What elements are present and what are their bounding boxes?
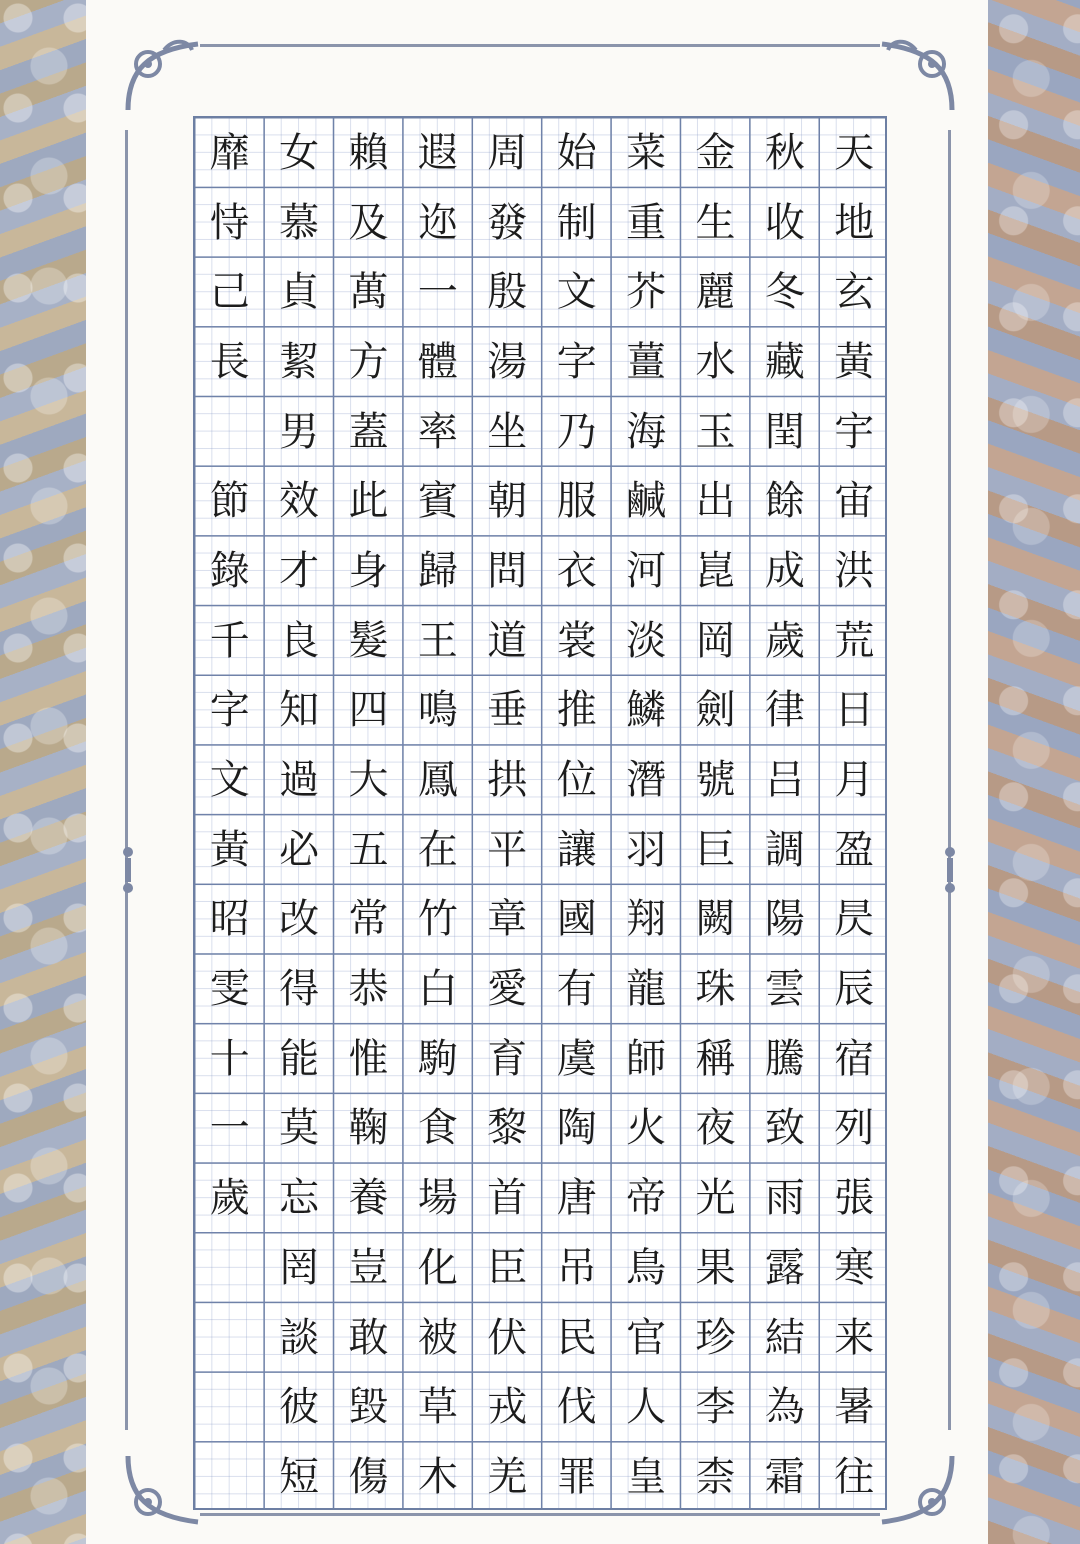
grid-cell: 竹 [417, 896, 458, 943]
grid-cell: 師 [626, 1035, 667, 1082]
grid-cell: 羌 [487, 1453, 528, 1500]
grid-cell: 傷 [348, 1453, 389, 1500]
grid-cell: 閏 [764, 408, 805, 455]
grid-cell: 鳥 [626, 1244, 667, 1291]
grid-cell: 四 [348, 687, 389, 734]
grid-cell: 伐 [556, 1384, 597, 1431]
grid-cell: 人 [626, 1384, 667, 1431]
grid-cell: 蓋 [348, 408, 389, 455]
grid-cell: 才 [279, 547, 320, 594]
grid-cell: 文 [209, 757, 250, 804]
grid-cell: 藏 [764, 338, 805, 385]
grid-cell: 月 [834, 757, 875, 804]
frame-top-line [200, 44, 880, 47]
grid-cell: 崑 [695, 547, 736, 594]
grid-cell: 垂 [487, 687, 528, 734]
grid-cell: 鞠 [348, 1105, 389, 1152]
grid-cell: 錄 [209, 547, 250, 594]
grid-cell: 黃 [834, 338, 875, 385]
grid-cell: 知 [279, 687, 320, 734]
side-ornament-right [936, 840, 964, 900]
grid-cell: 鹹 [626, 478, 667, 525]
grid-cell: 致 [764, 1105, 805, 1152]
grid-cell: 黎 [487, 1105, 528, 1152]
grid-cell: 毀 [348, 1384, 389, 1431]
grid-cell: 十 [209, 1035, 250, 1082]
grid-cell: 恃 [209, 199, 250, 246]
grid-cell: 張 [834, 1175, 875, 1222]
grid-cell: 場 [417, 1175, 458, 1222]
grid-cell: 莫 [279, 1105, 320, 1152]
grid-cell: 菜 [626, 129, 667, 176]
grid-cell: 河 [626, 547, 667, 594]
grid-cell: 淡 [626, 617, 667, 664]
grid-cell: 騰 [764, 1035, 805, 1082]
grid-cell [195, 397, 264, 467]
grid-cell: 水 [695, 338, 736, 385]
grid-cell: 唐 [556, 1175, 597, 1222]
grid-cell: 荒 [834, 617, 875, 664]
grid-cell: 一 [417, 269, 458, 316]
grid-cell: 罪 [556, 1453, 597, 1500]
grid-cell: 宿 [834, 1035, 875, 1082]
grid-cell: 麗 [695, 269, 736, 316]
grid-cell: 雨 [764, 1175, 805, 1222]
grid-cell [195, 1372, 264, 1442]
grid-cell: 暑 [834, 1384, 875, 1431]
grid-cell: 霜 [764, 1453, 805, 1500]
grid-cell: 一 [209, 1105, 250, 1152]
grid-cell: 拱 [487, 757, 528, 804]
grid-cell: 伏 [487, 1314, 528, 1361]
grid-cell: 陶 [556, 1105, 597, 1152]
grid-cell: 萬 [348, 269, 389, 316]
grid-cell: 柰 [695, 1453, 736, 1500]
grid-cell: 王 [417, 617, 458, 664]
grid-cell: 寒 [834, 1244, 875, 1291]
grid-cell: 龍 [626, 966, 667, 1013]
grid-cell: 賓 [417, 478, 458, 525]
grid-cell: 夜 [695, 1105, 736, 1152]
grid-cell: 鳴 [417, 687, 458, 734]
grid-cell: 長 [209, 338, 250, 385]
grid-cell: 草 [417, 1384, 458, 1431]
grid-cell: 光 [695, 1175, 736, 1222]
grid-cell: 靡 [209, 129, 250, 176]
grid-cell: 戎 [487, 1384, 528, 1431]
grid-cell: 殷 [487, 269, 528, 316]
grid-cell: 乃 [556, 408, 597, 455]
side-ornament-left [114, 840, 142, 900]
grid-cell: 良 [279, 617, 320, 664]
grid-cell: 貞 [279, 269, 320, 316]
grid-cell: 敢 [348, 1314, 389, 1361]
grid-cell: 被 [417, 1314, 458, 1361]
grid-cell: 往 [834, 1453, 875, 1500]
grid-cell: 民 [556, 1314, 597, 1361]
grid-cell: 歲 [764, 617, 805, 664]
grid-cell: 賴 [348, 129, 389, 176]
grid-cell: 律 [764, 687, 805, 734]
grid-cell: 能 [279, 1035, 320, 1082]
decorative-border-right [988, 0, 1080, 1544]
frame-bottom-line [200, 1513, 880, 1516]
grid-cell: 果 [695, 1244, 736, 1291]
corner-ornament-top-left [118, 30, 208, 120]
grid-cell: 為 [764, 1384, 805, 1431]
calligraphy-grid [193, 116, 887, 1510]
frame-left-line [125, 130, 128, 1430]
grid-cell: 昭 [209, 896, 250, 943]
grid-column-10 [195, 118, 264, 1512]
grid-cell: 辰 [834, 966, 875, 1013]
grid-cell: 調 [764, 826, 805, 873]
grid-cell: 養 [348, 1175, 389, 1222]
grid-cell: 吕 [764, 757, 805, 804]
grid-cell: 劍 [695, 687, 736, 734]
grid-cell: 芥 [626, 269, 667, 316]
grid-cell: 陽 [764, 896, 805, 943]
grid-cell: 字 [556, 338, 597, 385]
frame-right-line [948, 130, 951, 1430]
grid-cell: 盈 [834, 826, 875, 873]
grid-cell: 平 [487, 826, 528, 873]
grid-cell: 章 [487, 896, 528, 943]
grid-cell: 餘 [764, 478, 805, 525]
grid-cell: 宙 [834, 478, 875, 525]
grid-cell: 日 [834, 687, 875, 734]
grid-cell: 裳 [556, 617, 597, 664]
grid-cell: 髮 [348, 617, 389, 664]
grid-column-1 [820, 118, 889, 1512]
grid-column-9 [264, 118, 333, 1512]
grid-cell: 在 [417, 826, 458, 873]
grid-cell: 絜 [279, 338, 320, 385]
grid-cell: 李 [695, 1384, 736, 1431]
grid-cell: 雲 [764, 966, 805, 1013]
grid-column-6 [473, 118, 542, 1512]
grid-column-3 [681, 118, 750, 1512]
grid-cell: 恭 [348, 966, 389, 1013]
grid-cell: 帝 [626, 1175, 667, 1222]
grid-cell: 朝 [487, 478, 528, 525]
grid-cell: 翔 [626, 896, 667, 943]
grid-cell [195, 1303, 264, 1373]
grid-cell: 始 [556, 129, 597, 176]
grid-cell: 推 [556, 687, 597, 734]
grid-cell: 秋 [764, 129, 805, 176]
grid-cell: 黃 [209, 826, 250, 873]
grid-cell: 讓 [556, 826, 597, 873]
grid-cell: 玄 [834, 269, 875, 316]
grid-column-5 [542, 118, 611, 1512]
grid-cell: 雯 [209, 966, 250, 1013]
grid-cell: 育 [487, 1035, 528, 1082]
grid-cell: 臣 [487, 1244, 528, 1291]
grid-cell: 歸 [417, 547, 458, 594]
grid-cell: 體 [417, 338, 458, 385]
grid-column-4 [611, 118, 680, 1512]
grid-cell: 湯 [487, 338, 528, 385]
grid-column-2 [750, 118, 819, 1512]
grid-cell: 重 [626, 199, 667, 246]
grid-cell: 千 [209, 617, 250, 664]
grid-cell: 生 [695, 199, 736, 246]
grid-cell: 来 [834, 1314, 875, 1361]
grid-cell: 金 [695, 129, 736, 176]
grid-cell: 豈 [348, 1244, 389, 1291]
grid-cell: 駒 [417, 1035, 458, 1082]
grid-cell: 己 [209, 269, 250, 316]
grid-cell: 歲 [209, 1175, 250, 1222]
grid-cell [195, 1233, 264, 1303]
grid-cell [195, 1442, 264, 1512]
grid-cell: 地 [834, 199, 875, 246]
grid-cell: 迩 [417, 199, 458, 246]
grid-cell: 食 [417, 1105, 458, 1152]
grid-cell: 吊 [556, 1244, 597, 1291]
grid-cell: 得 [279, 966, 320, 1013]
grid-cell: 岡 [695, 617, 736, 664]
grid-cell: 常 [348, 896, 389, 943]
grid-cell: 服 [556, 478, 597, 525]
grid-cell: 國 [556, 896, 597, 943]
grid-cell: 露 [764, 1244, 805, 1291]
grid-cell: 薑 [626, 338, 667, 385]
grid-cell: 忘 [279, 1175, 320, 1222]
grid-cell: 木 [417, 1453, 458, 1500]
grid-cell: 鳳 [417, 757, 458, 804]
grid-cell: 位 [556, 757, 597, 804]
grid-cell: 潛 [626, 757, 667, 804]
grid-cell: 率 [417, 408, 458, 455]
grid-cell: 虞 [556, 1035, 597, 1082]
grid-cell: 結 [764, 1314, 805, 1361]
grid-cell: 有 [556, 966, 597, 1013]
grid-cell: 短 [279, 1453, 320, 1500]
grid-cell: 惟 [348, 1035, 389, 1082]
grid-cell: 身 [348, 547, 389, 594]
corner-ornament-top-right [872, 30, 962, 120]
grid-cell: 罔 [279, 1244, 320, 1291]
decorative-border-left [0, 0, 86, 1544]
grid-cell: 必 [279, 826, 320, 873]
grid-cell: 周 [487, 129, 528, 176]
grid-cell: 珠 [695, 966, 736, 1013]
grid-cell: 鱗 [626, 687, 667, 734]
grid-cell: 文 [556, 269, 597, 316]
grid-cell: 宇 [834, 408, 875, 455]
grid-cell: 昃 [834, 896, 875, 943]
grid-column-7 [403, 118, 472, 1512]
grid-cell: 五 [348, 826, 389, 873]
grid-cell: 官 [626, 1314, 667, 1361]
grid-cell: 白 [417, 966, 458, 1013]
grid-cell: 冬 [764, 269, 805, 316]
grid-cell: 洪 [834, 547, 875, 594]
grid-cell: 彼 [279, 1384, 320, 1431]
grid-cell: 出 [695, 478, 736, 525]
grid-cell: 稱 [695, 1035, 736, 1082]
grid-cell: 及 [348, 199, 389, 246]
grid-cell: 收 [764, 199, 805, 246]
grid-cell: 男 [279, 408, 320, 455]
grid-cell: 慕 [279, 199, 320, 246]
grid-cell: 天 [834, 129, 875, 176]
grid-column-8 [334, 118, 403, 1512]
grid-cell: 節 [209, 478, 250, 525]
grid-cell: 羽 [626, 826, 667, 873]
grid-cell: 衣 [556, 547, 597, 594]
grid-cell: 列 [834, 1105, 875, 1152]
grid-cell: 首 [487, 1175, 528, 1222]
grid-cell: 發 [487, 199, 528, 246]
grid-cell: 問 [487, 547, 528, 594]
grid-cell: 成 [764, 547, 805, 594]
grid-cell: 巨 [695, 826, 736, 873]
grid-cell: 化 [417, 1244, 458, 1291]
grid-cell: 過 [279, 757, 320, 804]
grid-cell: 女 [279, 129, 320, 176]
grid-cell: 海 [626, 408, 667, 455]
grid-cell: 號 [695, 757, 736, 804]
grid-cell: 遐 [417, 129, 458, 176]
grid-cell: 愛 [487, 966, 528, 1013]
grid-cell: 坐 [487, 408, 528, 455]
grid-cell: 闕 [695, 896, 736, 943]
grid-cell: 此 [348, 478, 389, 525]
grid-cell: 制 [556, 199, 597, 246]
grid-cell: 珍 [695, 1314, 736, 1361]
grid-cell: 方 [348, 338, 389, 385]
grid-cell: 道 [487, 617, 528, 664]
grid-cell: 字 [209, 687, 250, 734]
grid-cell: 談 [279, 1314, 320, 1361]
grid-cell: 皇 [626, 1453, 667, 1500]
grid-cell: 效 [279, 478, 320, 525]
grid-cell: 火 [626, 1105, 667, 1152]
grid-cell: 大 [348, 757, 389, 804]
grid-cell: 改 [279, 896, 320, 943]
grid-cell: 玉 [695, 408, 736, 455]
